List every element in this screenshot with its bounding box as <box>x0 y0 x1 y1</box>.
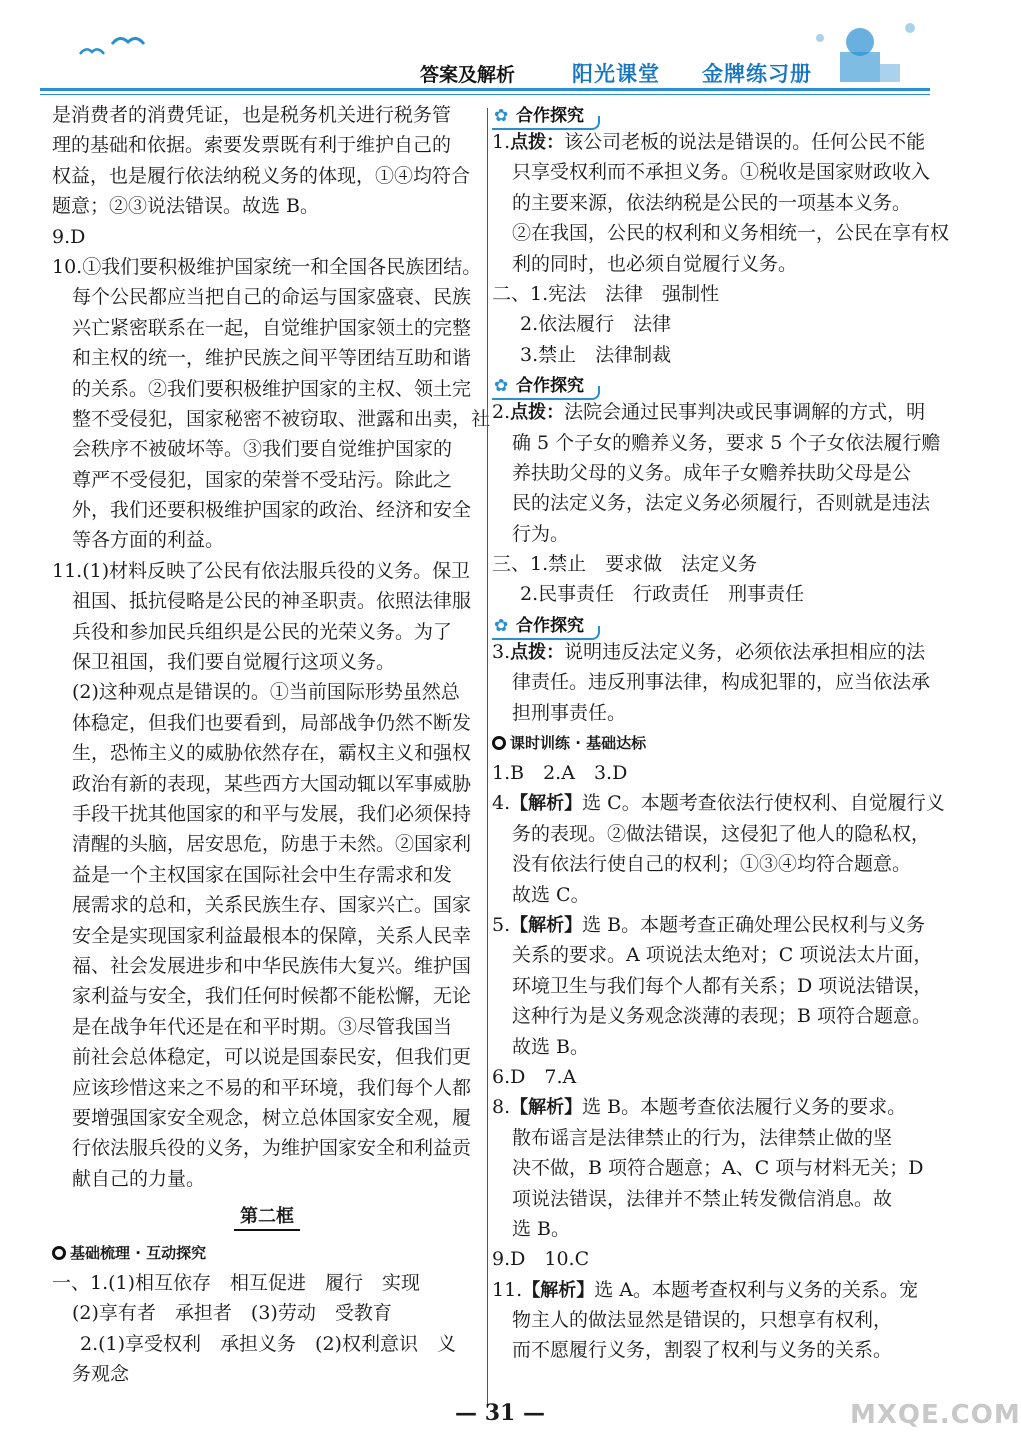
line-text: 前社会总体稳定，可以说是国泰民安，但我们更 <box>72 1046 472 1069</box>
birds-decoration-icon <box>70 30 190 70</box>
line-text: 是消费者的消费凭证，也是税务机关进行税务管 <box>52 104 452 126</box>
line-text: 养扶助父母的义务。成年子女赡养扶助父母是公 <box>512 461 912 484</box>
line-text: 尊严不受侵犯，国家的荣誉不受玷污。除此之 <box>72 468 453 491</box>
text-line <box>52 981 482 1011</box>
text-line <box>492 397 932 427</box>
line-text: 应该珍惜这来之不易的和平环境，我们每个人都 <box>72 1076 472 1099</box>
text-line <box>52 313 482 343</box>
text-line <box>492 1092 932 1122</box>
line-text: 3.禁止 法律制裁 <box>520 343 672 366</box>
text-line <box>52 495 482 525</box>
line-text: 2.民事责任 行政责任 刑事责任 <box>520 583 805 606</box>
text-line <box>492 1032 932 1062</box>
right-column <box>492 100 950 1366</box>
line-text: 益是一个主权国家在国际社会中生存需求和发 <box>72 863 453 886</box>
line-text: 环境卫生与我们每个人都有关系；D 项说法错误， <box>512 974 933 997</box>
page-number: — 31 — <box>455 1400 545 1426</box>
line-text-rest: 选 C。本题考查依法行使权利、自觉履行义 <box>582 792 945 815</box>
text-line <box>492 1153 932 1183</box>
text-line <box>52 921 482 951</box>
line-text: 行依法服兵役的义务，为维护国家安全和利益贡 <box>72 1137 472 1160</box>
line-text: 每个公民都应当把自己的命运与国家盛衰、民族 <box>72 286 472 309</box>
line-text: 理的基础和依据。索要发票既有利于维护自己的 <box>52 134 452 157</box>
line-text: 手段干扰其他国家的和平与发展，我们必须保持 <box>72 802 472 825</box>
line-text: 的主要来源，依法纳税是公民的一项基本义务。 <box>512 191 912 214</box>
line-text: 决不做，B 项符合题意；A、C 项与材料无关；D <box>512 1157 924 1180</box>
text-line <box>52 556 482 586</box>
line-text: 二、1.宪法 法律 强制性 <box>492 282 720 305</box>
line-text: 清醒的头脑，居安思危，防患于未然。②国家利 <box>72 833 472 856</box>
text-line <box>52 1042 482 1072</box>
text-line <box>52 343 482 373</box>
line-text: 11.(1)材料反映了公民有依法服兵役的义务。保卫 <box>52 559 471 582</box>
emphasis-label: 【解析】 <box>522 1279 595 1301</box>
text-line <box>52 1329 482 1359</box>
line-text: 担刑事责任。 <box>512 701 627 724</box>
line-text: 保卫祖国，我们要自觉履行这项义务。 <box>72 651 396 674</box>
tag-text: 合作探究 <box>516 106 584 126</box>
line-text: 8. <box>492 1096 511 1119</box>
text-line <box>492 218 950 248</box>
text-line <box>52 1164 482 1194</box>
line-text: 兵役和参加民兵组织是公民的光荣义务。为了 <box>72 620 453 643</box>
line-text: 民的法定义务，法定义务必须履行，否则就是违法 <box>512 492 931 515</box>
emphasis-label: 【解析】 <box>510 914 583 936</box>
line-text: 行为。 <box>512 522 570 545</box>
text-line <box>52 890 482 920</box>
text-line <box>492 880 932 910</box>
text-line <box>492 637 932 667</box>
text-line <box>492 1305 932 1335</box>
text-line <box>492 579 932 609</box>
text-line <box>492 127 932 157</box>
text-line <box>492 698 932 728</box>
text-line <box>52 252 482 282</box>
line-text: 要增强国家安全观念，树立总体国家安全观，履 <box>72 1106 472 1129</box>
text-line <box>52 586 482 616</box>
line-text-rest: 选 A。本题考查权利与义务的关系。宠 <box>594 1278 918 1301</box>
text-line <box>492 788 945 818</box>
text-line <box>52 951 482 981</box>
line-text: 务观念 <box>72 1363 130 1386</box>
tag-label <box>492 374 590 400</box>
line-text: 2. <box>492 401 511 424</box>
section-heading-text: 课时训练 · 基础达标 <box>510 734 647 753</box>
text-line <box>492 309 932 339</box>
text-line <box>492 1244 932 1274</box>
line-text: 2.依法履行 法律 <box>520 313 672 336</box>
header-rule-thin <box>40 94 930 95</box>
text-line <box>52 769 482 799</box>
cooperation-tag <box>492 610 932 637</box>
line-text: 1. <box>492 131 511 153</box>
line-text: 一、1.(1)相互依存 相互促进 履行 实现 <box>52 1272 421 1295</box>
text-line <box>492 910 932 940</box>
line-text: 献自己的力量。 <box>72 1167 206 1190</box>
line-text: 安全是实现国家利益最根本的保障，关系人民幸 <box>72 924 472 947</box>
line-text: (2)这种观点是错误的。①当前国际形势虽然总 <box>72 681 460 704</box>
line-text: 9.D <box>52 225 86 248</box>
line-text: (2)享有者 承担者 (3)劳动 受教育 <box>72 1302 392 1325</box>
tag-text: 合作探究 <box>516 376 584 397</box>
section-heading <box>492 728 932 758</box>
text-line <box>52 130 482 160</box>
line-text: 6.D 7.A <box>492 1065 577 1088</box>
tag-label <box>492 614 590 640</box>
line-text: 10.①我们要积极维护国家统一和全国各民族团结。 <box>52 255 482 278</box>
text-line <box>52 1268 482 1298</box>
text-line <box>52 100 482 130</box>
line-text: 而不愿履行义务，割裂了权利与义务的关系。 <box>512 1339 893 1362</box>
line-text-rest: 法院会通过民事判决或民事调解的方式，明 <box>564 401 926 424</box>
line-text: 和主权的统一，维护民族之间平等团结互助和谐 <box>72 347 472 370</box>
emphasis-label: 点拨： <box>510 132 565 153</box>
line-text: 1.B 2.A 3.D <box>492 762 628 785</box>
text-line <box>52 525 482 555</box>
text-line <box>52 860 482 890</box>
text-line <box>492 667 932 697</box>
section-heading-text: 基础梳理 · 互动探究 <box>70 1244 207 1263</box>
line-text: 权益，也是履行依法纳税义务的体现，①④均符合 <box>52 164 471 187</box>
text-line <box>52 191 482 221</box>
text-line <box>492 758 932 788</box>
line-text: 故选 C。 <box>512 883 590 906</box>
header-series: 金牌练习册 <box>702 62 812 86</box>
flower-icon: ✿ <box>494 106 509 126</box>
text-line <box>492 458 932 488</box>
line-text: 政治有新的表现，某些西方大国动辄以军事威胁 <box>72 772 472 795</box>
line-text: 这种行为是义务观念淡薄的表现；B 项符合题意。 <box>512 1005 932 1028</box>
line-text: 兴亡紧密联系在一起，自觉维护国家领土的完整 <box>72 316 472 339</box>
text-line <box>492 249 932 279</box>
text-line <box>492 971 932 1001</box>
text-line <box>52 1103 482 1133</box>
text-line <box>492 279 932 309</box>
text-line <box>492 849 932 879</box>
line-text: 散布谣言是法律禁止的行为，法律禁止做的坚 <box>512 1126 893 1149</box>
text-line <box>492 188 932 218</box>
line-text-rest: 选 B。本题考查依法履行义务的要求。 <box>582 1096 907 1119</box>
line-text: 题意；②③说法错误。故选 B。 <box>52 195 320 218</box>
watermark: MXQE.COM <box>850 1400 1021 1430</box>
text-line <box>52 1298 482 1328</box>
header-brand: 阳光课堂 <box>572 62 660 86</box>
flower-icon: ✿ <box>494 376 509 397</box>
line-text: 故选 B。 <box>512 1035 590 1058</box>
text-line <box>52 1133 482 1163</box>
text-line <box>52 404 491 434</box>
tag-text: 合作探究 <box>516 615 584 636</box>
text-line <box>52 1359 482 1389</box>
line-text: 利的同时，也必须自觉履行义务。 <box>512 252 798 275</box>
text-line <box>492 1184 932 1214</box>
text-line <box>492 1001 932 1031</box>
text-line <box>52 161 482 191</box>
text-line <box>492 1214 932 1244</box>
line-text: 5. <box>492 913 511 936</box>
line-text: 祖国、抵抗侵略是公民的神圣职责。依照法律服 <box>72 590 472 613</box>
line-text: 没有依法行使自己的权利；①③④均符合题意。 <box>512 853 912 876</box>
text-line <box>52 1073 482 1103</box>
line-text: 物主人的做法显然是错误的，只想享有权利， <box>512 1309 893 1332</box>
line-text: 家利益与安全，我们任何时候都不能松懈，无论 <box>72 985 472 1008</box>
header-rule <box>40 88 930 91</box>
emphasis-label: 点拨： <box>510 641 565 663</box>
text-line <box>52 799 482 829</box>
line-text: 11. <box>492 1278 523 1301</box>
text-line <box>52 708 482 738</box>
line-text: 2.(1)享受权利 承担义务 (2)权利意识 义 <box>80 1332 456 1355</box>
line-text-rest: 说明违反法定义务，必须依法承担相应的法 <box>564 640 926 663</box>
line-text: 外，我们还要积极维护国家的政治、经济和安全 <box>72 499 472 522</box>
line-text: 确 5 个子女的赡养义务，要求 5 个子女依法履行赡 <box>512 431 941 454</box>
text-line <box>492 940 932 970</box>
subsection-title-text: 第二框 <box>234 1206 300 1231</box>
text-line <box>52 374 482 404</box>
line-text: 的关系。②我们要积极维护国家的主权、领土完 <box>72 377 472 400</box>
line-text: 展需求的总和，关系民族生存、国家兴亡。国家 <box>72 894 472 917</box>
line-text: 只享受权利而不承担义务。①税收是国家财政收入 <box>512 161 931 184</box>
section-heading <box>52 1238 482 1268</box>
text-line <box>492 340 932 370</box>
text-line <box>52 434 482 464</box>
line-text-rest: 该公司老板的说法是错误的。任何公民不能 <box>564 131 926 153</box>
text-line <box>492 488 932 518</box>
text-line <box>52 465 482 495</box>
flower-icon: ✿ <box>494 615 509 636</box>
text-line <box>52 1012 482 1042</box>
line-text: 3. <box>492 640 511 663</box>
emphasis-label: 【解析】 <box>510 1097 583 1119</box>
text-line <box>492 819 932 849</box>
line-text: 会秩序不被破坏等。③我们要自觉维护国家的 <box>72 438 453 461</box>
text-line <box>492 1123 932 1153</box>
tag-label <box>492 104 590 130</box>
text-line <box>52 617 482 647</box>
left-column <box>52 100 491 1390</box>
text-line <box>492 428 941 458</box>
text-line <box>52 222 482 252</box>
line-text: 关系的要求。A 项说法太绝对；C 项说法太片面， <box>512 944 933 967</box>
text-line <box>492 1275 932 1305</box>
section-icon <box>492 736 506 750</box>
column-divider <box>487 108 488 1408</box>
line-text: 4. <box>492 792 511 815</box>
text-line <box>52 282 482 312</box>
page-header <box>0 0 1000 110</box>
header-title: 答案及解析 <box>420 64 516 86</box>
line-text: 三、1.禁止 要求做 法定义务 <box>492 553 758 576</box>
text-line <box>492 1335 932 1365</box>
text-line <box>52 829 482 859</box>
subsection-title <box>52 1194 482 1238</box>
cooperation-tag <box>492 100 932 127</box>
line-text: 等各方面的利益。 <box>72 529 225 552</box>
emphasis-label: 【解析】 <box>510 793 583 815</box>
text-line <box>52 677 482 707</box>
line-text: 律责任。违反刑事法律，构成犯罪的，应当依法承 <box>512 671 931 694</box>
cooperation-tag <box>492 370 932 397</box>
text-line <box>492 549 932 579</box>
text-line <box>492 1062 932 1092</box>
text-line <box>492 519 932 549</box>
line-text: 体稳定，但我们也要看到，局部战争仍然不断发 <box>72 711 472 734</box>
line-text: ②在我国，公民的权利和义务相统一，公民在享有权 <box>512 222 950 245</box>
line-text-rest: 选 B。本题考查正确处理公民权利与义务 <box>582 913 926 936</box>
text-line <box>52 647 482 677</box>
line-text: 务的表现。②做法错误，这侵犯了他人的隐私权， <box>512 822 931 845</box>
text-line <box>492 157 932 187</box>
line-text: 是在战争年代还是在和平时期。③尽管我国当 <box>72 1015 453 1038</box>
line-text: 生，恐怖主义的威胁依然存在，霸权主义和强权 <box>72 742 472 765</box>
line-text: 9.D 10.C <box>492 1248 590 1271</box>
line-text: 福、社会发展进步和中华民族伟大复兴。维护国 <box>72 954 472 977</box>
line-text: 整不受侵犯，国家秘密不被窃取、泄露和出卖，社 <box>72 407 491 430</box>
line-text: 项说法错误，法律并不禁止转发微信消息。故 <box>512 1187 893 1210</box>
section-icon <box>52 1246 66 1260</box>
emphasis-label: 点拨： <box>510 402 565 424</box>
text-line <box>52 738 482 768</box>
line-text: 选 B。 <box>512 1217 571 1240</box>
